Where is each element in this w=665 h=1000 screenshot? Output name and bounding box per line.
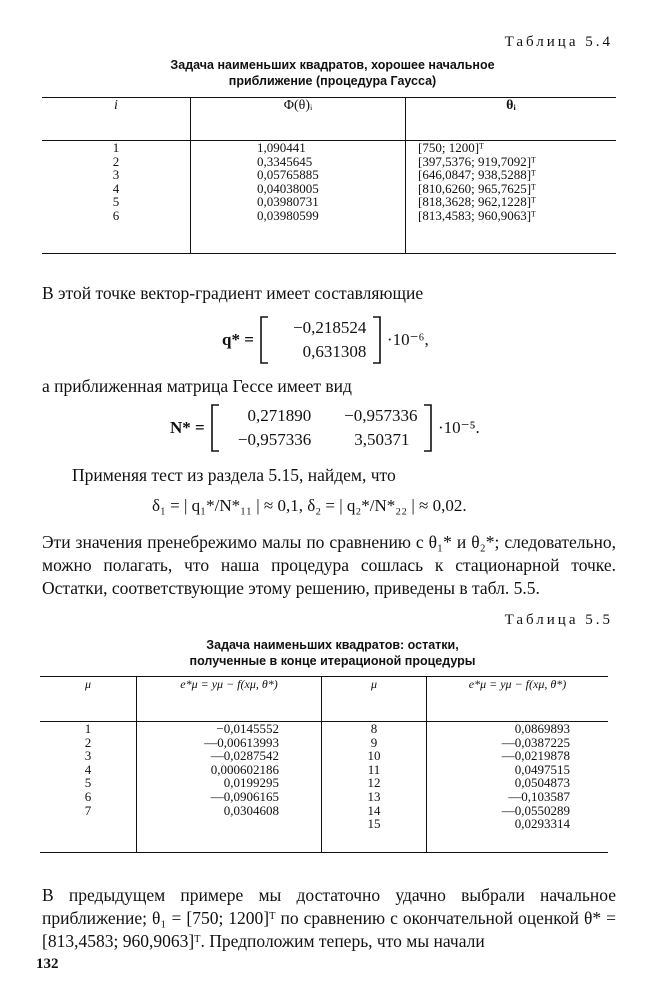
- header-mu-left: μ: [40, 677, 137, 722]
- cell-mu: 2: [84, 734, 92, 750]
- left-bracket-icon: [258, 316, 270, 364]
- cell-residual: —0,0550289: [501, 802, 570, 818]
- cell-residual: −0,0145552: [216, 721, 279, 736]
- cell-residual: 0,0199295: [223, 775, 279, 791]
- e-right-column: [427, 722, 609, 853]
- paragraph-conclusion: Эти значения пренебрежимо малы по сравнению с θ₁* и θ₂*; следовательно, можно полагать, что наша процедура сошлась к стационарной точке. Остатки, соответствующие этому решению, приведены в табл. 5.5.: [42, 532, 616, 598]
- table-5-4: [42, 97, 616, 254]
- cell-mu: 15: [367, 816, 381, 832]
- cell-residual: 0,0304608: [223, 802, 279, 818]
- cell-phi: 0,05765885: [257, 167, 319, 183]
- left-bracket-icon: [209, 404, 221, 452]
- table-5-4-caption-line2: приближение (процедура Гаусса): [228, 74, 437, 88]
- cell-phi: 0,04038005: [257, 180, 319, 196]
- paragraph-gradient: В этой точке вектор-градиент имеет составляющие: [42, 283, 424, 303]
- cell-residual: —0,00613993: [204, 734, 279, 750]
- i-column: [42, 141, 191, 254]
- cell-mu: 11: [367, 761, 381, 777]
- table-5-4-caption-line1: Задача наименьших квадратов, хорошее начальное: [170, 58, 495, 72]
- cell-mu: 8: [370, 721, 378, 736]
- cell-residual: 0,000602186: [210, 761, 279, 777]
- cell-theta: [813,4583; 960,9063]ᵀ: [418, 207, 536, 223]
- q-scale: ·10⁻⁶,: [386, 330, 429, 349]
- header-i: i: [42, 98, 191, 141]
- cell-phi: 0,03980599: [257, 207, 319, 223]
- phi-column: [191, 141, 406, 254]
- header-theta: θᵢ: [406, 98, 617, 141]
- cell-mu: 7: [84, 802, 92, 818]
- table-5-4-label: Таблица 5.4: [504, 34, 613, 50]
- cell-residual: 0,0504873: [514, 775, 570, 791]
- e-left-column: [137, 722, 322, 853]
- table-5-5-caption-line2: полученные в конце итерационой процедуры: [189, 654, 476, 668]
- table-5-5-caption-line1: Задача наименьших квадратов: остатки,: [206, 638, 459, 652]
- cell-mu: 12: [367, 775, 381, 791]
- paragraph-test: Применяя тест из раздела 5.15, найдем, что: [72, 465, 396, 485]
- cell-theta: [750; 1200]ᵀ: [418, 140, 484, 155]
- cell-phi: 1,090441: [257, 140, 306, 155]
- cell-i: 5: [112, 194, 120, 210]
- formula-delta: δ₁ = | q₁*/N*₁₁ | ≈ 0,1, δ₂ = | q₂*/N*₂₂ | ≈ 0,02.: [152, 496, 467, 515]
- cell-theta: [810,6260; 965,7625]ᵀ: [418, 180, 536, 196]
- paragraph-hessian: а приближенная матрица Гессе имеет вид: [42, 376, 352, 396]
- formula-gradient: [222, 316, 429, 364]
- cell-mu: 9: [370, 734, 378, 750]
- header-e-left: e*μ = yμ − f(xμ, θ*): [137, 677, 322, 722]
- cell-residual: —0,103587: [508, 788, 570, 804]
- cell-theta: [646,0847; 938,5288]ᵀ: [418, 167, 536, 183]
- cell-i: 1: [112, 140, 120, 155]
- mu-left-column: [40, 722, 137, 853]
- table-5-5: [40, 676, 608, 853]
- cell-residual: —0,0287542: [210, 748, 279, 764]
- cell-theta: [397,5376; 919,7092]ᵀ: [418, 153, 536, 169]
- cell-mu: 3: [84, 748, 92, 764]
- page-number: 132: [36, 956, 59, 972]
- cell-residual: 0,0293314: [514, 816, 570, 832]
- right-bracket-icon: [422, 404, 434, 452]
- cell-theta: [818,3628; 962,1228]ᵀ: [418, 194, 536, 210]
- header-mu-right: μ: [322, 677, 427, 722]
- cell-mu: 1: [84, 721, 92, 736]
- cell-mu: 4: [84, 761, 92, 777]
- header-phi: Φ(θ)ᵢ: [191, 98, 406, 141]
- cell-i: 2: [112, 153, 120, 169]
- cell-mu: 5: [84, 775, 92, 791]
- mu-right-column: [322, 722, 427, 853]
- n-lhs: N* =: [170, 418, 205, 437]
- formula-hessian: [170, 404, 480, 452]
- cell-mu: 10: [367, 748, 381, 764]
- q-value: −0,218524: [293, 318, 367, 337]
- cell-mu: 14: [367, 802, 381, 818]
- cell-phi: 0,3345645: [257, 153, 313, 169]
- theta-column: [406, 141, 617, 254]
- paragraph-next-example: В предыдущем примере мы достаточно удачно выбрали начальное приближение; θ₁ = [750; 1200]ᵀ по сравнению с окончательной оценкой θ* = [813,4583; 960,9063]ᵀ. Предположим теперь, что мы начали: [42, 885, 616, 951]
- cell-residual: —0,0219878: [501, 748, 570, 764]
- n-cell: 3,50371: [354, 430, 410, 449]
- q-value: 0,631308: [302, 342, 367, 361]
- cell-residual: —0,0387225: [501, 734, 570, 750]
- n-cell: −0,957336: [344, 406, 418, 425]
- cell-residual: —0,0906165: [210, 788, 279, 804]
- cell-i: 6: [112, 207, 120, 223]
- n-cell: −0,957336: [237, 430, 312, 449]
- cell-mu: 13: [367, 788, 381, 804]
- n-cell: 0,271890: [247, 406, 312, 425]
- n-scale: ·10⁻⁵.: [437, 418, 480, 437]
- table-5-5-label: Таблица 5.5: [504, 612, 613, 628]
- cell-residual: 0,0497515: [514, 761, 570, 777]
- cell-i: 4: [112, 180, 120, 196]
- right-bracket-icon: [371, 316, 383, 364]
- cell-phi: 0,03980731: [257, 194, 319, 210]
- header-e-right: e*μ = yμ − f(xμ, θ*): [427, 677, 609, 722]
- q-lhs: q* =: [222, 330, 254, 349]
- cell-mu: 6: [84, 788, 92, 804]
- cell-residual: 0,0869893: [514, 721, 570, 736]
- cell-i: 3: [112, 167, 120, 183]
